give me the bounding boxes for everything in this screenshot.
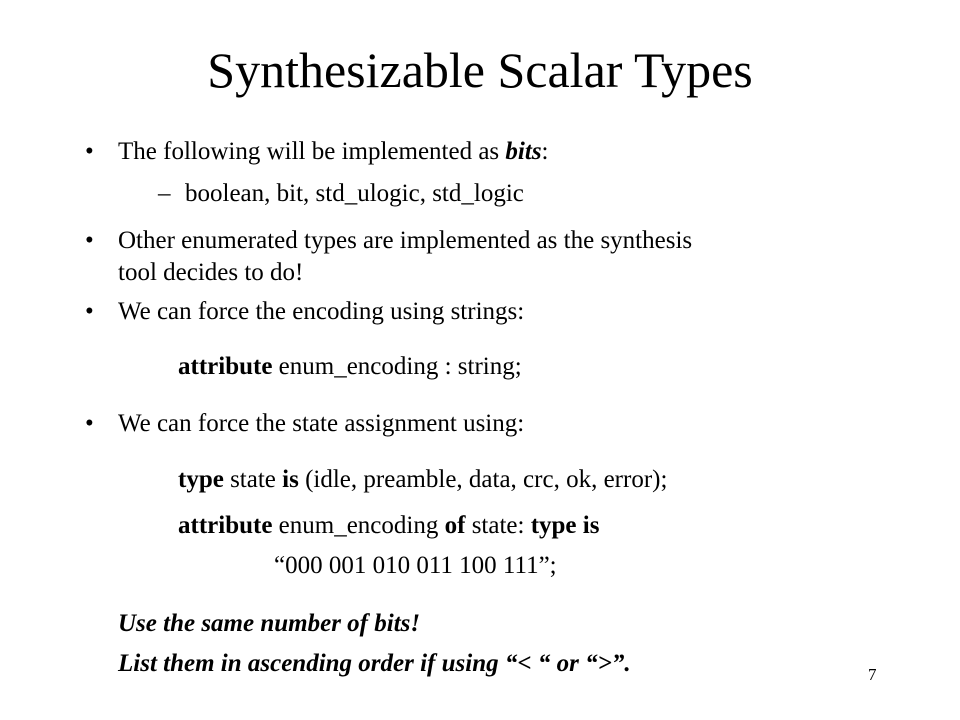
- bullet-1-pre: The following will be implemented as: [118, 138, 506, 165]
- slide-title: Synthesizable Scalar Types: [207, 42, 753, 98]
- bullet-2-line-2: tool decides to do!: [118, 259, 304, 286]
- bullet-marker: •: [85, 410, 94, 437]
- bullet-1-post: :: [541, 138, 549, 165]
- bullet-1-text: [118, 136, 549, 168]
- bullet-marker: •: [85, 138, 94, 165]
- note-1: Use the same number of bits!: [118, 610, 421, 637]
- code-text: (idle, preamble, data, crc, ok, error);: [298, 466, 668, 493]
- bullet-marker: •: [85, 227, 94, 254]
- code-line-2: [178, 464, 667, 496]
- code-line-3: [178, 510, 599, 542]
- code-keyword: attribute: [178, 512, 273, 539]
- code-text: enum_encoding: [272, 512, 445, 539]
- code-line-1: [178, 351, 522, 383]
- code-keyword: of: [444, 512, 466, 539]
- bullet-3-text: We can force the encoding using strings:: [118, 298, 525, 325]
- code-text: state: [223, 466, 283, 493]
- code-line-4: “000 001 010 011 100 111”;: [274, 552, 557, 579]
- bullet-marker: •: [85, 298, 94, 325]
- sub-bullet-text: boolean, bit, std_ulogic, std_logic: [185, 180, 524, 207]
- code-keyword: attribute: [178, 353, 273, 380]
- note-2: List them in ascending order if using “< “ or “>”.: [118, 650, 631, 677]
- page-number: 7: [868, 665, 877, 684]
- sub-bullet-dash: –: [158, 180, 171, 207]
- bullet-2-line-1: Other enumerated types are implemented as the synthesis: [118, 227, 693, 254]
- code-keyword: type: [178, 466, 224, 493]
- code-text: enum_encoding : string;: [272, 353, 522, 380]
- code-keyword: is: [282, 466, 299, 493]
- bullet-1-emphasis: bits: [505, 138, 542, 165]
- code-keyword: type is: [530, 512, 600, 539]
- code-text: state:: [465, 512, 531, 539]
- bullet-4-text: We can force the state assignment using:: [118, 410, 525, 437]
